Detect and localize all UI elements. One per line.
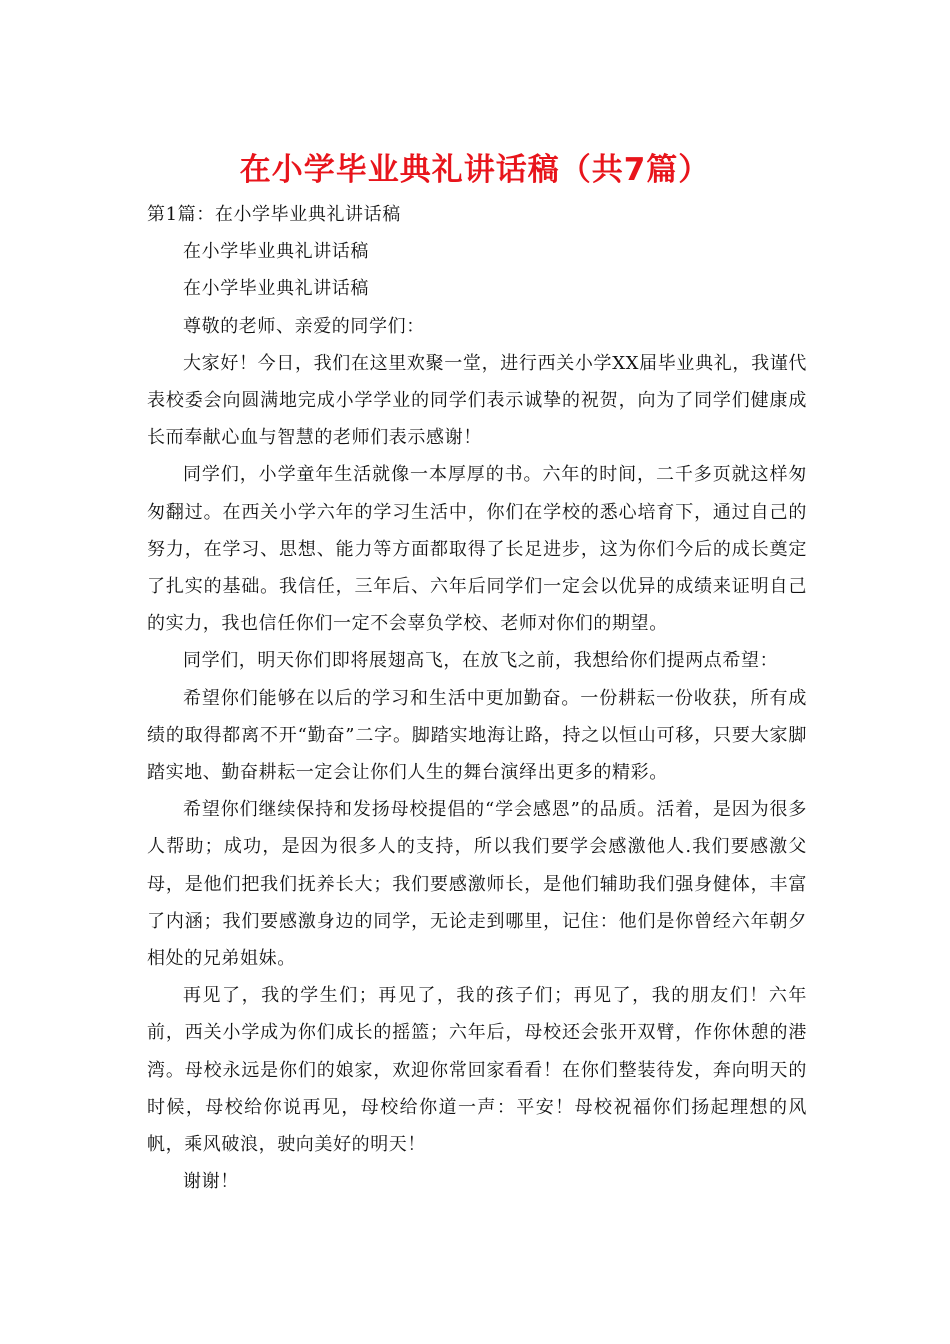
paragraph: 同学们，小学童年生活就像一本厚厚的书。六年的时间，二千多页就这样匆匆翻过。在西关小学六年的学习生活中，你们在学校的悉心培育下，通过自己的努力，在学习、思想、能力等方面都取得了长足进步，这为你们今后的成长奠定了扎实的基础。我信任，三年后、六年后同学们一定会以优异的成绩来证明自己的实力，我也信任你们一定不会辜负学校、老师对你们的期望。 [147, 464, 807, 635]
paragraph: 同学们，明天你们即将展翅高飞，在放飞之前，我想给你们提两点希望： [183, 650, 779, 672]
paragraph: 再见了，我的学生们；再见了，我的孩子们；再见了，我的朋友们！六年前，西关小学成为你们成长的摇篮；六年后，母校还会张开双臂，作你休憩的港湾。母校永远是你们的娘家，欢迎你常回家看看！在你们整装待发，奔向明天的时候，母校给你说再见，母校给你道一声：平安！母校祝福你们扬起理想的风帆，乘风破浪，驶向美好的明天！ [147, 985, 807, 1156]
paragraph: 在小学毕业典礼讲话稿 [183, 278, 369, 300]
document-title: 在小学毕业典礼讲话稿（共7篇） [239, 152, 711, 188]
paragraph: 大家好！今日，我们在这里欢聚一堂，进行西关小学XX届毕业典礼，我谨代表校委会向圆满地完成小学学业的同学们表示诚挚的祝贺，向为了同学们健康成长而奉献心血与智慧的老师们表示感谢！ [147, 352, 807, 449]
paragraph: 希望你们能够在以后的学习和生活中更加勤奋。一份耕耘一份收获，所有成绩的取得都离不开“勤奋”二字。脚踏实地海让路，持之以恒山可移，只要大家脚踏实地、勤奋耕耘一定会让你们人生的舞台演绎出更多的精彩。 [147, 687, 807, 784]
section-heading: 第1篇：在小学毕业典礼讲话稿 [147, 204, 401, 225]
greeting: 尊敬的老师、亲爱的同学们： [183, 315, 425, 337]
paragraph: 希望你们继续保持和发扬母校提倡的“学会感恩”的品质。活着，是因为很多人帮助；成功，是因为很多人的支持，所以我们要学会感激他人.我们要感激父母，是他们把我们抚养长大；我们要感激师长，是他们辅助我们强身健体，丰富了内涵；我们要感激身边的同学，无论走到哪里，记住：他们是你曾经六年朝夕相处的兄弟姐妹。 [147, 799, 807, 970]
paragraph: 在小学毕业典礼讲话稿 [183, 241, 369, 263]
closing: 谢谢！ [183, 1171, 239, 1193]
document-body [147, 196, 807, 1200]
